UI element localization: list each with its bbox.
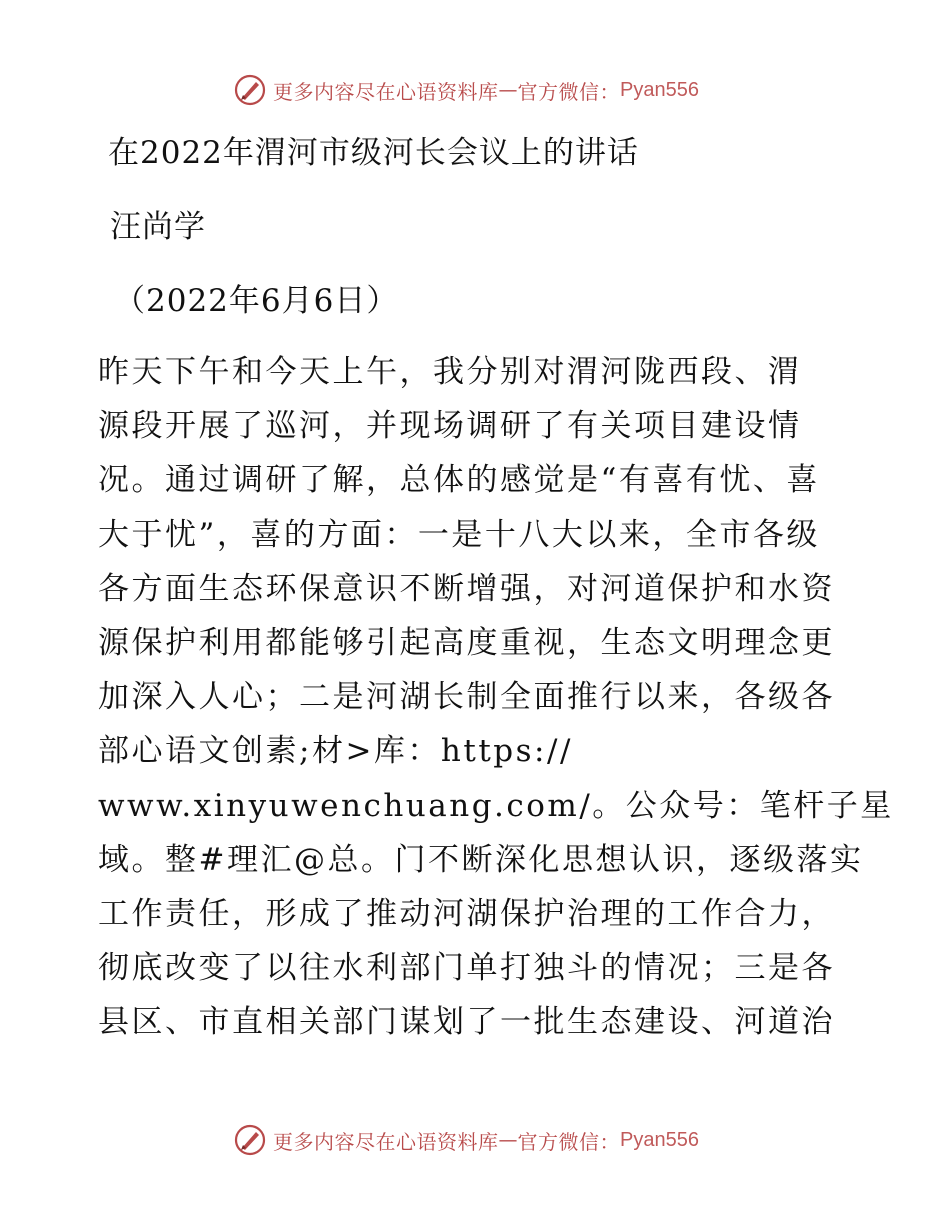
footer-watermark (233, 1122, 753, 1158)
watermark-contact-label: 官方微信： (517, 79, 620, 104)
watermark-text: 更多内容尽在心语资料库 (273, 1129, 499, 1154)
watermark-contact-id: Pyan556 (620, 1128, 699, 1151)
body-line: 工作责任，形成了推动河湖保护治理的工作合力， (98, 895, 835, 932)
body-line: 县区、市直相关部门谋划了一批生态建设、河道治 (98, 1004, 835, 1041)
header-watermark (233, 72, 753, 108)
document-body (98, 345, 894, 1049)
body-line: 况。通过调研了解，总体的感觉是“有喜有忧、喜 (98, 462, 820, 499)
watermark-contact-id: Pyan556 (620, 78, 699, 101)
watermark-contact-label: 官方微信： (517, 1129, 620, 1154)
body-line: 各方面生态环保意识不断增强，对河道保护和水资 (98, 570, 835, 607)
body-line: 大于忧”，喜的方面：一是十八大以来，全市各级 (98, 516, 820, 553)
body-line: 加深入人心；二是河湖长制全面推行以来，各级各 (98, 679, 835, 716)
watermark-separator: — (498, 79, 518, 101)
body-line: 昨天下午和今天上午，我分别对渭河陇西段、渭 (98, 354, 802, 390)
body-line: www.xinyuwenchuang.com/。公众号：笔杆子星 (98, 787, 894, 824)
watermark-separator: — (498, 1129, 518, 1151)
body-line: 彻底改变了以往水利部门单打独斗的情况；三是各 (98, 950, 835, 987)
body-line: 源保护利用都能够引起高度重视，生态文明理念更 (98, 624, 835, 661)
pen-logo-icon (233, 1123, 267, 1157)
watermark-text: 更多内容尽在心语资料库 (273, 79, 499, 104)
document-author: 汪尚学 (110, 209, 206, 245)
body-line: 源段开展了巡河，并现场调研了有关项目建设情 (98, 408, 802, 445)
document-title: 在2022年渭河市级河长会议上的讲话 (108, 135, 639, 171)
body-line: 域。整#理汇@总。门不断深化思想认识，逐级落实 (98, 841, 864, 878)
pen-logo-icon (233, 73, 267, 107)
document-date: （2022年6月6日） (114, 283, 399, 319)
body-line: 部心语文创素;材>库：https:// (98, 733, 573, 770)
